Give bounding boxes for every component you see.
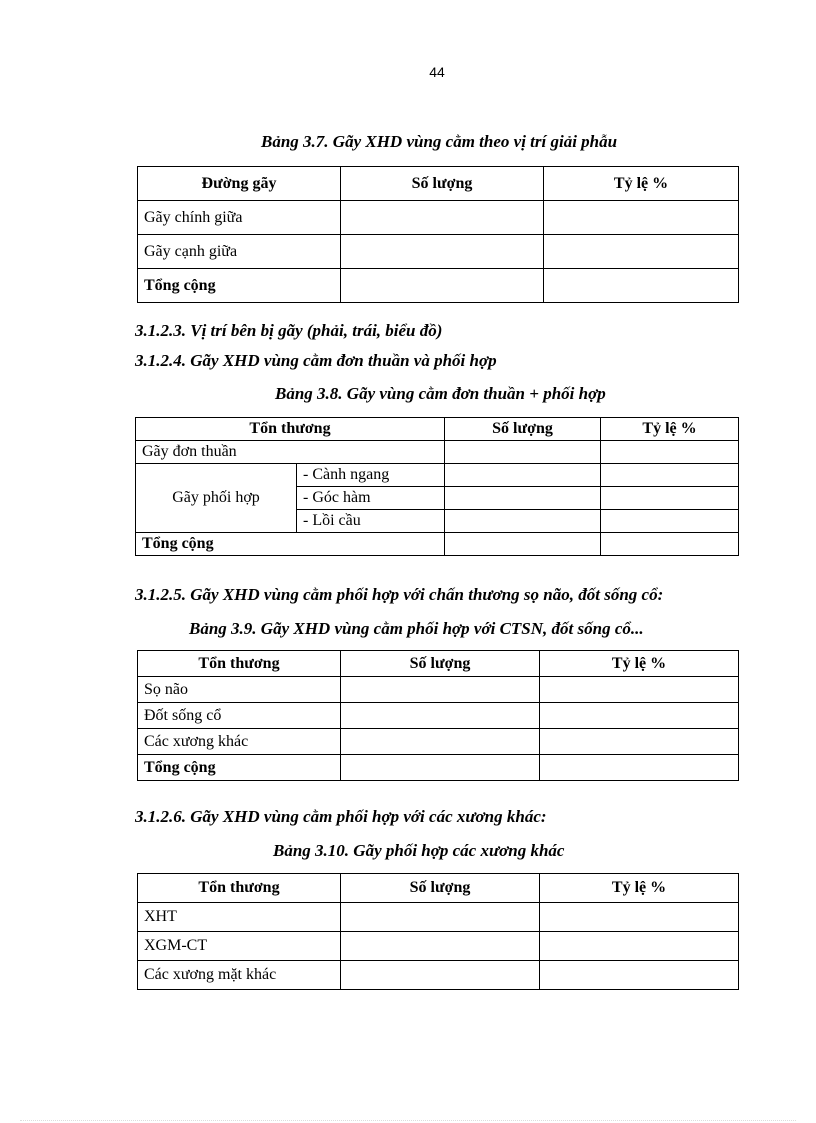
value-cell — [540, 961, 739, 990]
table-3-9-caption: Bảng 3.9. Gãy XHD vùng cằm phối hợp với CTSN, đốt sống cổ... — [189, 619, 644, 638]
row-label: Sọ não — [138, 677, 341, 703]
table-header-row — [138, 651, 739, 677]
table-3-7-caption: Bảng 3.7. Gãy XHD vùng cằm theo vị trí giải phẫu — [261, 132, 618, 151]
value-cell — [341, 903, 540, 932]
page-bottom-divider — [20, 1120, 796, 1121]
value-cell — [544, 201, 739, 235]
header-cell: Đường gãy — [138, 167, 341, 201]
value-cell — [601, 487, 739, 510]
sub-row-label: - Lồi cầu — [297, 510, 445, 533]
row-group-label: Gãy phối hợp — [136, 464, 297, 533]
total-label: Tổng cộng — [138, 269, 341, 303]
table-row — [138, 201, 739, 235]
table-row — [138, 961, 739, 990]
sub-row-label: - Góc hàm — [297, 487, 445, 510]
value-cell — [341, 961, 540, 990]
heading-3-1-2-4: 3.1.2.4. Gãy XHD vùng cằm đơn thuần và phối hợp — [135, 351, 497, 370]
value-cell — [544, 235, 739, 269]
table-3-10-caption: Bảng 3.10. Gãy phối hợp các xương khác — [273, 841, 565, 860]
row-label: Gãy đơn thuần — [136, 441, 445, 464]
table-3-10 — [137, 873, 739, 990]
row-label: Gãy chính giữa — [138, 201, 341, 235]
row-label: Các xương mặt khác — [138, 961, 341, 990]
value-cell — [540, 932, 739, 961]
heading-3-1-2-5: 3.1.2.5. Gãy XHD vùng cằm phối hợp với chấn thương sọ não, đốt sống cổ: — [135, 585, 664, 604]
header-cell: Tỷ lệ % — [540, 651, 739, 677]
value-cell — [540, 677, 739, 703]
value-cell — [540, 755, 739, 781]
value-cell — [601, 533, 739, 556]
value-cell — [445, 464, 601, 487]
heading-3-1-2-3: 3.1.2.3. Vị trí bên bị gãy (phải, trái, biểu đồ) — [135, 321, 443, 340]
total-label: Tổng cộng — [138, 755, 341, 781]
row-label: XHT — [138, 903, 341, 932]
header-cell: Số lượng — [341, 167, 544, 201]
value-cell — [601, 441, 739, 464]
row-label: XGM-CT — [138, 932, 341, 961]
table-total-row — [136, 533, 739, 556]
heading-3-1-2-6: 3.1.2.6. Gãy XHD vùng cằm phối hợp với các xương khác: — [135, 807, 547, 826]
table-3-8 — [135, 417, 739, 556]
table-row — [138, 729, 739, 755]
header-cell: Số lượng — [445, 418, 601, 441]
value-cell — [540, 903, 739, 932]
value-cell — [341, 703, 540, 729]
value-cell — [341, 729, 540, 755]
value-cell — [540, 703, 739, 729]
value-cell — [601, 510, 739, 533]
value-cell — [341, 677, 540, 703]
value-cell — [341, 932, 540, 961]
table-3-7 — [137, 166, 739, 303]
header-cell: Số lượng — [341, 874, 540, 903]
table-header-row — [136, 418, 739, 441]
table-3-8-caption: Bảng 3.8. Gãy vùng cằm đơn thuần + phối hợp — [275, 384, 606, 403]
table-row — [138, 703, 739, 729]
value-cell — [445, 510, 601, 533]
header-cell: Tỷ lệ % — [601, 418, 739, 441]
row-label: Đốt sống cổ — [138, 703, 341, 729]
header-cell: Tổn thương — [138, 874, 341, 903]
table-row — [136, 464, 739, 487]
value-cell — [445, 533, 601, 556]
page-number: 44 — [429, 64, 445, 80]
value-cell — [341, 235, 544, 269]
table-3-9 — [137, 650, 739, 781]
header-cell: Tổn thương — [136, 418, 445, 441]
header-cell: Tỷ lệ % — [544, 167, 739, 201]
value-cell — [445, 441, 601, 464]
table-total-row — [138, 755, 739, 781]
row-label: Gãy cạnh giữa — [138, 235, 341, 269]
table-row — [138, 235, 739, 269]
total-label: Tổng cộng — [136, 533, 445, 556]
header-cell: Số lượng — [341, 651, 540, 677]
header-cell: Tỷ lệ % — [540, 874, 739, 903]
table-row — [138, 677, 739, 703]
value-cell — [341, 201, 544, 235]
table-total-row — [138, 269, 739, 303]
value-cell — [341, 269, 544, 303]
value-cell — [445, 487, 601, 510]
sub-row-label: - Cành ngang — [297, 464, 445, 487]
row-label: Các xương khác — [138, 729, 341, 755]
value-cell — [341, 755, 540, 781]
value-cell — [540, 729, 739, 755]
table-header-row — [138, 874, 739, 903]
table-row — [136, 441, 739, 464]
table-row — [138, 903, 739, 932]
header-cell: Tổn thương — [138, 651, 341, 677]
value-cell — [601, 464, 739, 487]
table-row — [138, 932, 739, 961]
value-cell — [544, 269, 739, 303]
table-header-row — [138, 167, 739, 201]
